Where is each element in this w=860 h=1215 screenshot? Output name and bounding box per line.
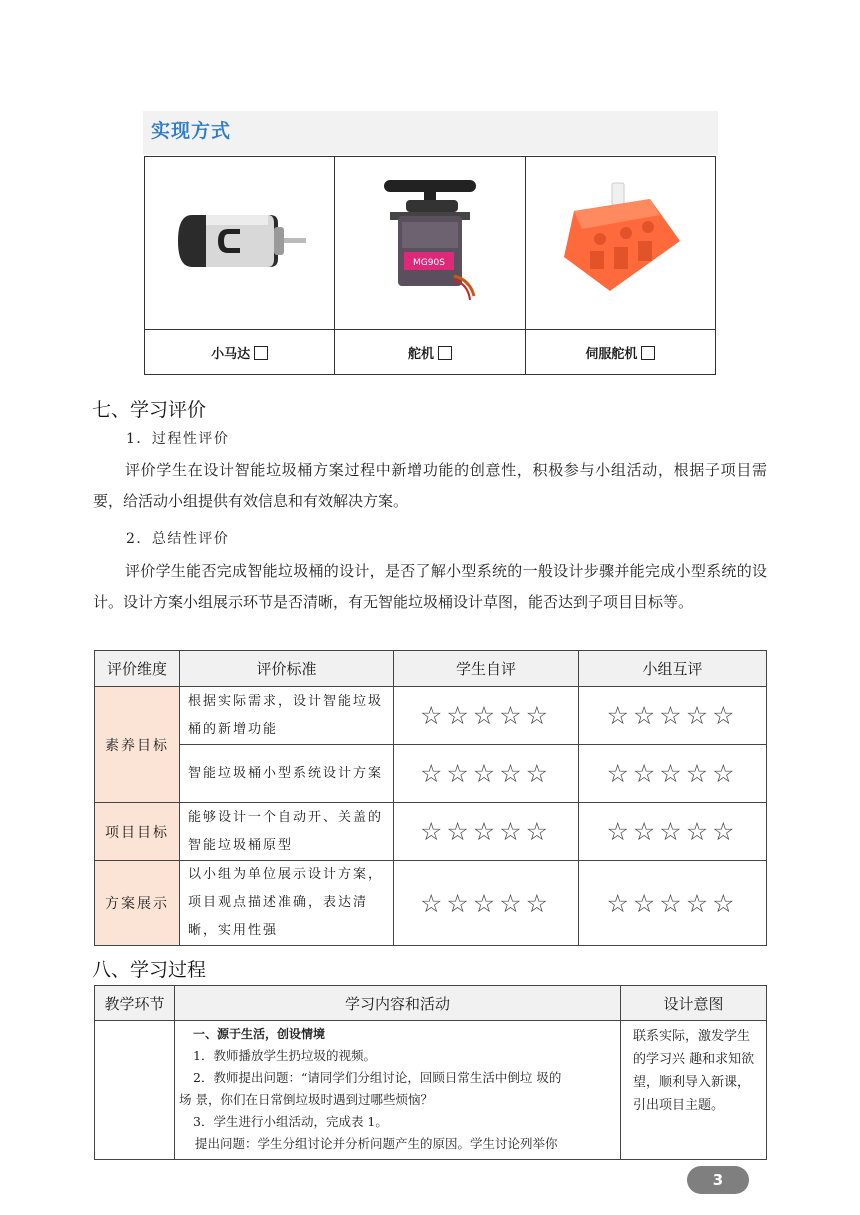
criteria-cell: 能够设计一个自动开、关盖的智能垃圾桶原型 [180,803,394,861]
criteria-cell: 根据实际需求，设计智能垃圾桶的新增功能 [180,687,394,745]
peer-rating-stars[interactable]: ☆☆☆☆☆ [579,745,767,803]
dc-motor-image [170,201,310,281]
process-eval-title: 1．过程性评价 [126,431,230,447]
process-heading: 八、学习过程 [92,959,207,981]
content-line: 3．学生进行小组活动，完成表 1。 [193,1114,388,1129]
evaluation-table [94,650,767,946]
criteria-cell: 以小组为单位展示设计方案，项目观点描述准确，表达清晰，实用性强 [180,861,394,946]
servo-cell [335,157,525,330]
implementation-table [144,156,716,375]
content-line: 提出问题：学生分组讨论并分析问题产生的原因。学生讨论列举你 [195,1136,558,1151]
option-servo: 舵机 [335,330,525,375]
svg-text:MG90S: MG90S [413,258,445,268]
self-rating-stars[interactable]: ☆☆☆☆☆ [394,687,579,745]
self-rating-stars[interactable]: ☆☆☆☆☆ [394,803,579,861]
self-rating-stars[interactable]: ☆☆☆☆☆ [394,861,579,946]
stage-cell [95,1021,175,1160]
peer-rating-stars[interactable]: ☆☆☆☆☆ [579,687,767,745]
option-motor: 小马达 [145,330,335,375]
dc-motor-cell [145,157,335,330]
dimension-literacy: 素养目标 [95,687,180,803]
evaluation-heading: 七、学习评价 [92,399,207,421]
orange-servo-cell [525,157,715,330]
dimension-project: 项目目标 [95,803,180,861]
criteria-cell: 智能垃圾桶小型系统设计方案 [180,745,394,803]
summary-eval-title: 2．总结性评价 [126,531,230,547]
proc-header-content: 学习内容和活动 [175,986,621,1021]
section-title: 一、源于生活，创设情境 [193,1027,326,1041]
eval-header-peer: 小组互评 [579,651,767,687]
eval-header-dimension: 评价维度 [95,651,180,687]
intent-cell [621,1021,767,1160]
content-line: 场 景，你们在日常倒垃圾时遇到过哪些烦恼？ [179,1092,433,1107]
proc-header-stage: 教学环节 [95,986,175,1021]
content-line: 2．教师提出问题：“请同学们分组讨论，回顾日常生活中倒垃 圾的 [193,1070,562,1085]
process-eval-text: 评价学生在设计智能垃圾桶方案过程中新增功能的创意性，积极参与小组活动，根据子项目需要，给活动小组提供有效信息和有效解决方案。 [93,461,767,510]
content-cell [175,1021,621,1160]
proc-header-intent: 设计意图 [621,986,767,1021]
dimension-presentation: 方案展示 [95,861,180,946]
motor-checkbox[interactable] [254,346,268,360]
orange-servo-image [550,181,690,301]
implementation-title: 实现方式 [151,120,232,142]
eval-header-criteria: 评价标准 [180,651,394,687]
orange-servo-checkbox[interactable] [641,346,655,360]
servo-image [370,176,490,306]
process-table [94,985,767,1160]
option-orange-servo: 伺服舵机 [525,330,715,375]
intent-text: 联系实际，激发学生的学习兴 趣和求知欲望，顺利导入新课， 引出项目主题。 [633,1029,755,1113]
self-rating-stars[interactable]: ☆☆☆☆☆ [394,745,579,803]
servo-checkbox[interactable] [438,346,452,360]
page-number-badge: 3 [687,1166,749,1194]
peer-rating-stars[interactable]: ☆☆☆☆☆ [579,861,767,946]
eval-header-self: 学生自评 [394,651,579,687]
summary-eval-text: 评价学生能否完成智能垃圾桶的设计，是否了解小型系统的一般设计步骤并能完成小型系统的设计。设计方案小组展示环节是否清晰，有无智能垃圾桶设计草图，能否达到子项目目标等。 [93,562,767,611]
content-line: 1．教师播放学生扔垃圾的视频。 [193,1048,376,1063]
implementation-header [143,111,718,155]
peer-rating-stars[interactable]: ☆☆☆☆☆ [579,803,767,861]
